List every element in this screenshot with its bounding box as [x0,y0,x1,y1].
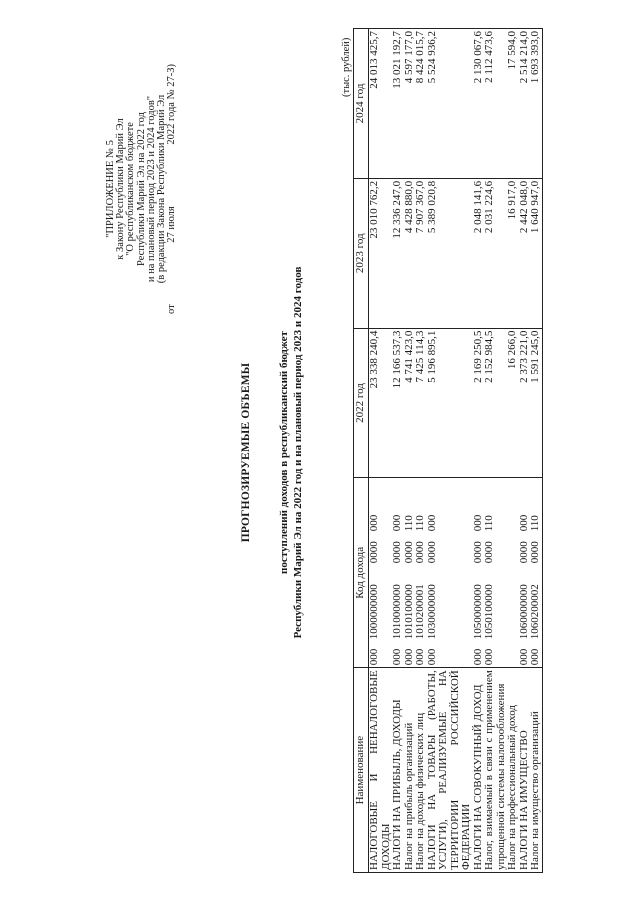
code-program: 0000 [391,541,403,564]
code-admin: 000 [368,648,380,666]
code-admin: 000 [483,648,495,666]
row-name [415,668,427,873]
row-value-2023: 12 336 247,0 [392,178,404,328]
code-main: 1050100000 [483,584,495,640]
code-admin: 000 [529,648,541,666]
code-class: 000 [517,514,530,532]
row-name [427,668,473,873]
row-value-2024: 2 112 473,6 [484,29,507,179]
code-admin: 000 [402,648,415,666]
appendix-line: "ПРИЛОЖЕНИЕ № 5 [105,140,116,238]
code-program: 0000 [425,541,438,564]
row-value-2023: 23 010 762,2 [369,178,393,328]
row-code [415,478,427,668]
row-value-2023: 2 048 141,6 [473,178,485,328]
table-row [530,29,542,873]
appendix-line: Республики Марий Эл на 2022 год [135,112,147,266]
code-program: 0000 [414,541,426,564]
code-main: 1030000000 [425,584,438,640]
header-name: Наименование [354,668,369,873]
units-label: (тыс. рублей) [341,37,352,97]
code-admin: 000 [414,648,426,666]
row-name [507,668,519,873]
row-value-2022: 12 166 537,3 [392,328,404,478]
row-code [519,478,531,668]
code-class: 110 [529,515,541,532]
row-name-text: Налог на прибыль организаций [402,722,415,870]
row-value-2022: 1 591 245,0 [530,328,542,478]
row-value-2024: 17 594,0 [507,29,519,179]
table-row [427,29,473,873]
row-name-text: Налог на имущество организаций [529,711,541,870]
row-value-2024: 2 514 214,0 [519,29,531,179]
row-name-text: Налог на профессиональный доход [506,705,518,870]
appendix-line: и на плановый период 2023 и 2024 годов" [145,95,157,283]
table-row [392,29,404,873]
table-row [415,29,427,873]
row-value-2024: 5 524 936,2 [427,29,473,179]
code-program: 0000 [483,541,495,564]
row-value-2023: 4 428 880,0 [404,178,416,328]
appendix-date-prefix: от [166,304,178,314]
row-value-2023: 7 907 367,0 [415,178,427,328]
row-value-2022: 7 425 114,3 [415,328,427,478]
code-program: 0000 [517,541,530,564]
code-main: 1010000000 [391,584,403,640]
row-value-2024: 24 013 425,7 [369,29,393,179]
code-main: 1000000000 [368,584,380,640]
row-value-2022: 2 152 984,5 [484,328,507,478]
code-class: 000 [368,514,380,532]
row-value-2024: 8 424 015,7 [415,29,427,179]
appendix-date-day-month: 27 июля [166,206,178,243]
code-main: 1060200002 [529,584,541,640]
code-main: 1050000000 [471,584,484,640]
code-class: 000 [425,514,438,532]
appendix-line: к Закону Республики Марий Эл [115,118,127,260]
row-value-2022: 2 373 221,0 [519,328,531,478]
row-value-2024: 4 597 177,0 [404,29,416,179]
code-class: 110 [414,515,426,532]
row-name-text: Налог на доходы физических лиц [414,712,426,870]
code-main: 1010200001 [414,584,426,640]
row-name-text: НАЛОГИ НА ИМУЩЕСТВО [517,730,530,870]
table-body [369,29,543,873]
row-code [404,478,416,668]
code-class: 000 [471,514,484,532]
row-name-text: НАЛОГИ НА СОВОКУПНЫЙ ДОХОД [471,684,484,870]
row-name [392,668,404,873]
header-2022: 2022 год [354,328,369,478]
row-code [473,478,485,668]
appendix-date-line [167,64,177,314]
header-2023: 2023 год [354,178,369,328]
code-admin: 000 [391,648,403,666]
row-value-2023: 2 442 048,0 [519,178,531,328]
code-main: 1010100000 [402,584,415,640]
row-code [369,478,393,668]
revenue-table [353,28,543,873]
row-value-2023: 16 917,0 [507,178,519,328]
code-class: 110 [402,515,415,532]
document-title: ПРОГНОЗИРУЕМЫЕ ОБЪЕМЫ [240,362,252,543]
code-admin: 000 [471,648,484,666]
row-value-2024: 1 693 393,0 [530,29,542,179]
code-program: 0000 [402,541,415,564]
code-program: 0000 [471,541,484,564]
row-value-2022: 23 338 240,4 [369,328,393,478]
appendix-line: "О республиканском бюджете [125,122,137,256]
row-name-text: НАЛОГОВЫЕ И НЕНАЛОГОВЫЕ ДОХОДЫ [368,670,392,870]
row-name [369,668,393,873]
row-name [484,668,507,873]
code-main: 1060000000 [517,584,530,640]
code-class: 110 [483,515,495,532]
document-subtitle-line2: Республики Марий Эл на 2022 год и на плановый период 2023 и 2024 годов [292,266,304,639]
row-value-2024: 2 130 067,6 [473,29,485,179]
code-program: 0000 [529,541,541,564]
row-name-text: НАЛОГИ НА ПРИБЫЛЬ, ДОХОДЫ [391,699,403,870]
row-code [530,478,542,668]
code-admin: 000 [425,648,438,666]
appendix-line: (в редакции Закона Республики Марий Эл [156,94,168,284]
header-2024: 2024 год [354,29,369,179]
row-name-text: НАЛОГИ НА ТОВАРЫ (РАБОТЫ, УСЛУГИ), РЕАЛИЗУЕМЫЕ НА ТЕРРИТОРИИ РОССИЙСКОЙ ФЕДЕРАЦИИ [425,670,472,870]
table-row [369,29,393,873]
row-code [427,478,473,668]
code-admin: 000 [517,648,530,666]
row-value-2023: 2 031 224,6 [484,178,507,328]
header-code: Код дохода [354,478,369,668]
document-subtitle-line1: поступлений доходов в республиканский бюджет [278,331,290,574]
row-code [507,478,519,668]
table-row [484,29,507,873]
row-value-2022: 5 196 895,1 [427,328,473,478]
row-value-2022: 16 266,0 [507,328,519,478]
row-value-2022: 2 169 250,5 [473,328,485,478]
row-value-2024: 13 021 192,7 [392,29,404,179]
table-row [507,29,519,873]
appendix-date-year-number: 2022 года № 27-З) [166,64,178,145]
code-class: 000 [391,514,403,532]
row-value-2023: 5 389 020,8 [427,178,473,328]
appendix-block [106,19,177,359]
code-program: 0000 [368,541,380,564]
row-value-2023: 1 640 947,0 [530,178,542,328]
row-name-text: Налог, взимаемый в связи с применением упрощенной системы налогообложения [483,670,507,870]
row-value-2022: 4 741 423,0 [404,328,416,478]
row-name [530,668,542,873]
row-code [484,478,507,668]
table-header-row [354,29,369,873]
row-code [392,478,404,668]
